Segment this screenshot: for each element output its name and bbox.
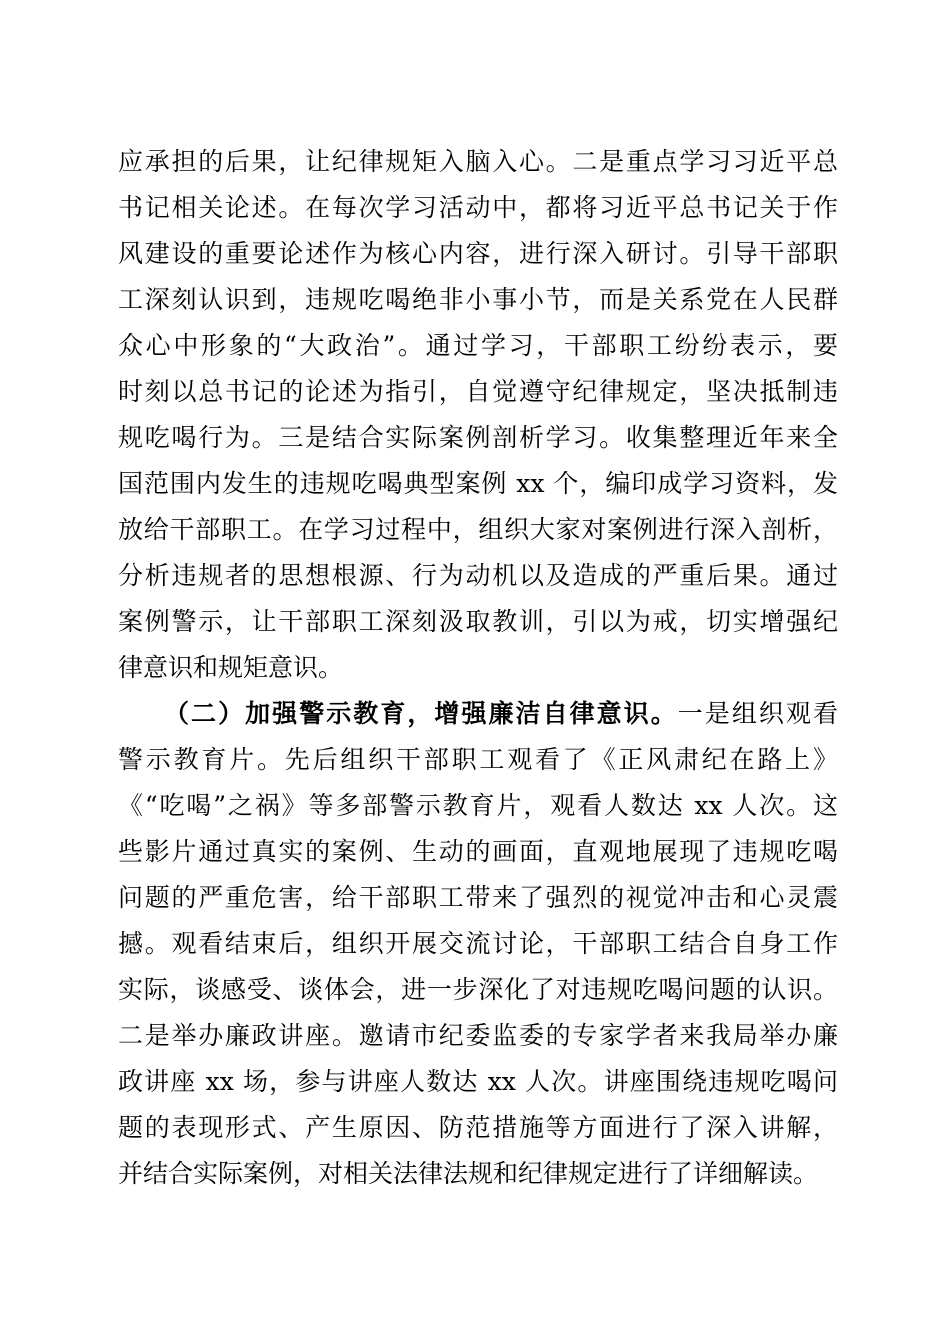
text-line: 问题的严重危害，给干部职工带来了强烈的视觉冲击和心灵震 xyxy=(118,883,838,912)
text-line: 工深刻认识到，违规吃喝绝非小事小节，而是关系党在人民群 xyxy=(118,285,838,314)
text-line: 众心中形象的“大政治”。通过学习，干部职工纷纷表示，要 xyxy=(118,331,838,360)
text-line: 应承担的后果，让纪律规矩入脑入心。二是重点学习习近平总 xyxy=(118,147,838,176)
paragraph-2-first-line xyxy=(118,691,838,737)
text-line: 放给干部职工。在学习过程中，组织大家对案例进行深入剖析， xyxy=(118,515,838,544)
text-line: 《“吃喝”之祸》等多部警示教育片，观看人数达 xx 人次。这 xyxy=(118,791,838,820)
text-line: 书记相关论述。在每次学习活动中，都将习近平总书记关于作 xyxy=(118,193,838,222)
text-line: 实际，谈感受、谈体会，进一步深化了对违规吃喝问题的认识。 xyxy=(118,975,838,1004)
text-run: 一是组织观看 xyxy=(677,699,838,728)
text-line: 规吃喝行为。三是结合实际案例剖析学习。收集整理近年来全 xyxy=(118,423,838,452)
document-body xyxy=(118,139,838,1197)
text-line: 些影片通过真实的案例、生动的画面，直观地展现了违规吃喝 xyxy=(118,837,838,866)
text-line: 题的表现形式、产生原因、防范措施等方面进行了深入讲解， xyxy=(118,1113,838,1142)
text-line: 时刻以总书记的论述为指引，自觉遵守纪律规定，坚决抵制违 xyxy=(118,377,838,406)
text-line: 政讲座 xx 场，参与讲座人数达 xx 人次。讲座围绕违规吃喝问 xyxy=(118,1067,838,1096)
text-line: 分析违规者的思想根源、行为动机以及造成的严重后果。通过 xyxy=(118,561,838,590)
text-line: 案例警示，让干部职工深刻汲取教训，引以为戒，切实增强纪 xyxy=(118,607,838,636)
text-line: 二是举办廉政讲座。邀请市纪委监委的专家学者来我局举办廉 xyxy=(118,1021,838,1050)
text-line: 警示教育片。先后组织干部职工观看了《正风肃纪在路上》 xyxy=(118,745,838,774)
section-heading: （二）加强警示教育，增强廉洁自律意识。 xyxy=(164,699,678,728)
paragraph-2 xyxy=(118,691,838,1197)
text-line: 风建设的重要论述作为核心内容，进行深入研讨。引导干部职 xyxy=(118,239,838,268)
text-line: 律意识和规矩意识。 xyxy=(118,653,344,682)
text-line: 国范围内发生的违规吃喝典型案例 xx 个，编印成学习资料，发 xyxy=(118,469,838,498)
text-line: 撼。观看结束后，组织开展交流讨论，干部职工结合自身工作 xyxy=(118,929,838,958)
text-line: 并结合实际案例，对相关法律法规和纪律规定进行了详细解读。 xyxy=(118,1159,819,1188)
paragraph-1 xyxy=(118,139,838,691)
